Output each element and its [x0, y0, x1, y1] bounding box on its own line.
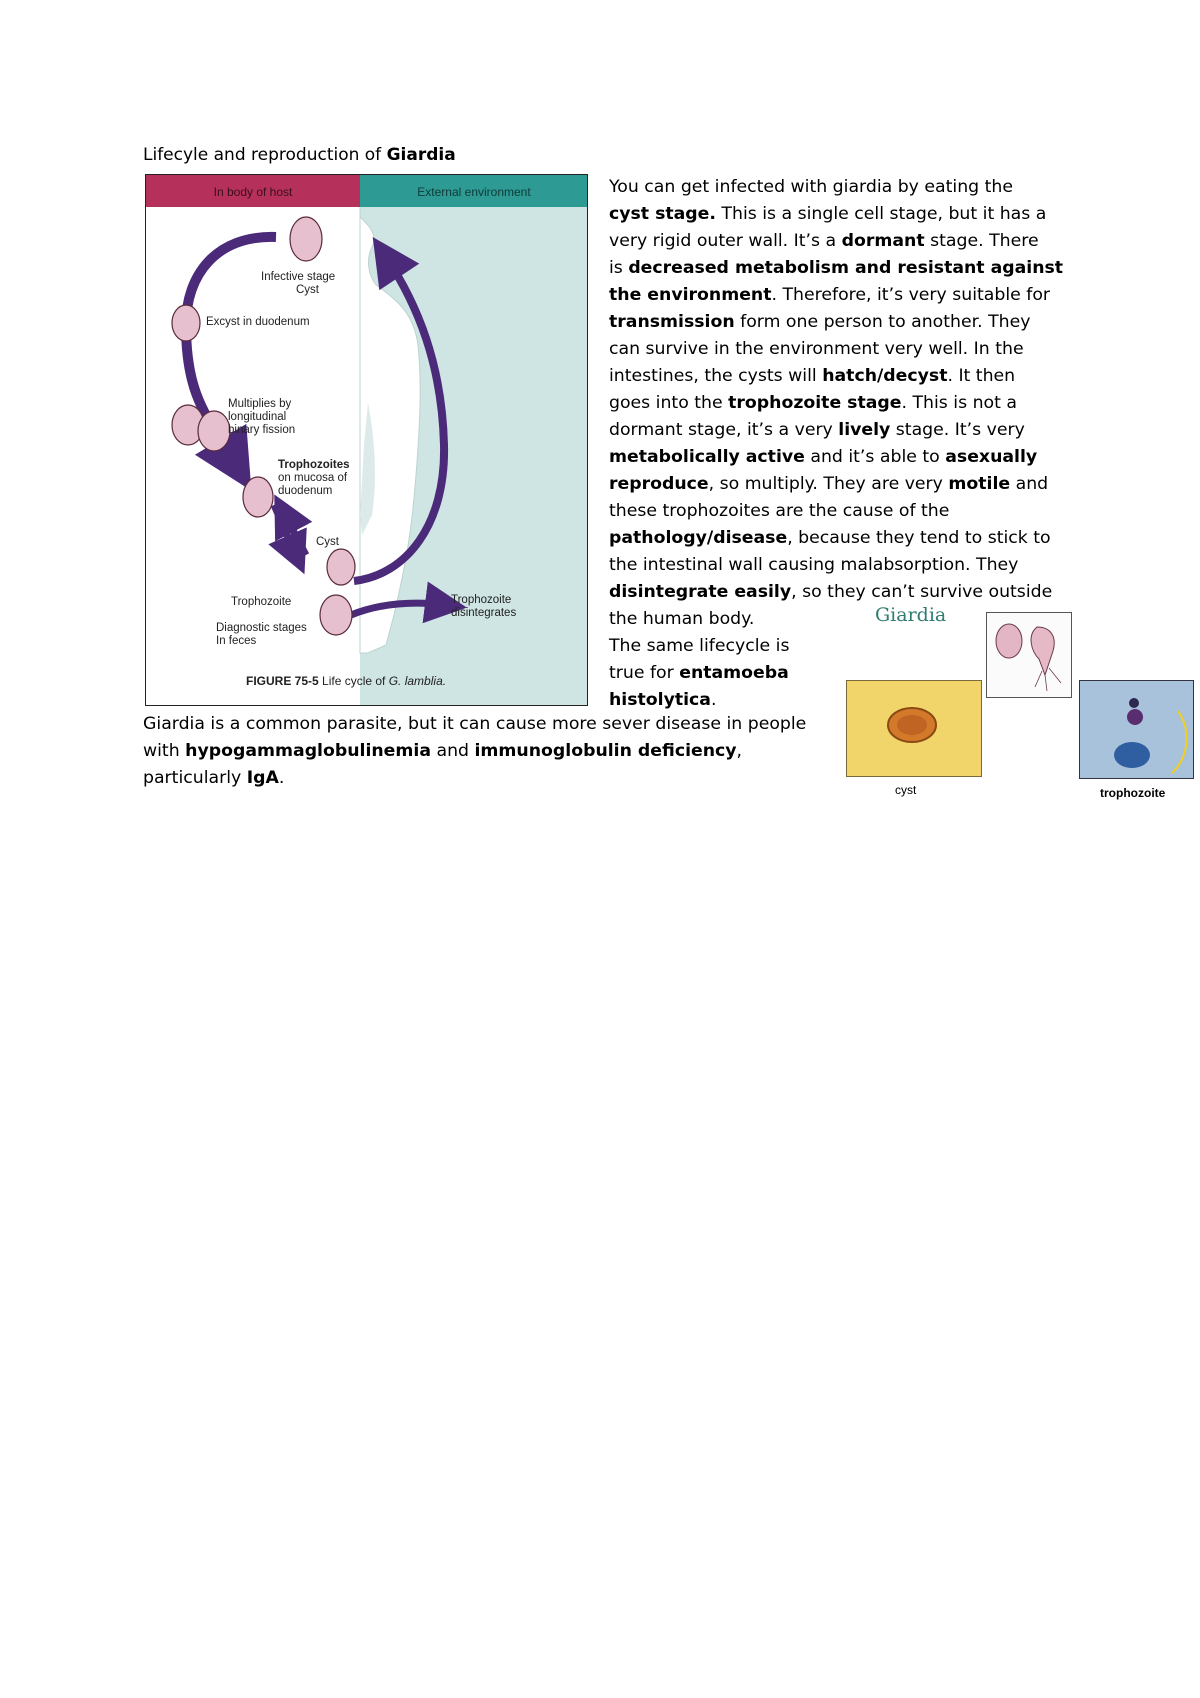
label-trophozoite: Trophozoite [231, 596, 292, 608]
paragraph-line: metabolically active and it’s able to asexually [609, 447, 1038, 467]
trophozoite-caption: trophozoite [1100, 786, 1166, 800]
paragraph-line: the intestinal wall causing malabsorption. They [609, 555, 1019, 575]
label-multiplies-2: longitudinal [228, 411, 287, 423]
trophozoite-organism-2 [320, 595, 352, 635]
paragraph-line: goes into the trophozoite stage. This is not a [609, 393, 1017, 413]
label-cyst: Cyst [296, 284, 319, 296]
giardia-sketch-image [986, 612, 1072, 698]
paragraph-line: transmission form one person to another. They [609, 312, 1031, 332]
label-disintegrates-1: Trophozoite [451, 594, 512, 606]
paragraph-line: intestines, the cysts will hatch/decyst. It then [609, 366, 1016, 386]
label-mucosa-1: on mucosa of [278, 472, 348, 484]
paragraph-line: cyst stage. This is a single cell stage, but it has a [609, 204, 1047, 224]
trophozoite-organism [243, 477, 273, 517]
label-diagnostic-1: Diagnostic stages [216, 622, 307, 634]
cyst-organism [290, 217, 322, 261]
bottom-line: with hypogammaglobulinemia and immunoglobulin deficiency, [143, 741, 743, 761]
paragraph-line: can survive in the environment very well. In the [609, 339, 1024, 359]
label-infective-stage: Infective stage [261, 271, 336, 283]
label-multiplies-1: Multiplies by [228, 398, 292, 410]
paragraph-line: dormant stage, it’s a very lively stage. It’s very [609, 420, 1025, 440]
label-excyst: Excyst in duodenum [206, 316, 310, 328]
lifecycle-figure [145, 174, 588, 706]
dividing-organism-2 [198, 411, 230, 451]
label-multiplies-3: binary fission [228, 424, 296, 436]
paragraph-line: The same lifecycle is [609, 636, 790, 656]
label-disintegrates-2: disintegrates [451, 607, 517, 619]
header-host-label: In body of host [213, 185, 293, 199]
header-external-label: External environment [417, 185, 531, 199]
paragraph-line: very rigid outer wall. It’s a dormant stage. There [609, 231, 1039, 251]
giardia-photo-heading: Giardia [875, 604, 947, 626]
excyst-organism [172, 305, 200, 341]
paragraph-line: the human body. [609, 609, 755, 629]
paragraph-line: disintegrate easily, so they can’t survive outside [609, 582, 1053, 602]
label-trophozoites: Trophozoites [278, 459, 350, 471]
cyst-organism-2 [327, 549, 355, 585]
cyst-caption: cyst [895, 783, 917, 797]
paragraph-line: these trophozoites are the cause of the [609, 501, 950, 521]
cyst-micrograph [846, 680, 982, 777]
paragraph-line: pathology/disease, because they tend to stick to [609, 528, 1051, 548]
paragraph-line: reproduce, so multiply. They are very motile and [609, 474, 1049, 494]
paragraph-line: true for entamoeba [609, 663, 789, 683]
figure-caption: FIGURE 75-5 Life cycle of G. lamblia. [246, 674, 447, 688]
paragraph-line: histolytica. [609, 690, 717, 710]
trophozoite-micrograph [1079, 680, 1194, 779]
bottom-line: particularly IgA. [143, 768, 285, 788]
lifecycle-diagram [146, 175, 587, 705]
label-cyst-2: Cyst [316, 536, 339, 548]
label-diagnostic-2: In feces [216, 635, 257, 647]
label-mucosa-2: duodenum [278, 485, 333, 497]
paragraph-line: the environment. Therefore, it’s very suitable for [609, 285, 1051, 305]
paragraph-line: is decreased metabolism and resistant against [609, 258, 1064, 278]
paragraph-line: You can get infected with giardia by eating the [609, 177, 1013, 197]
page-title: Lifecyle and reproduction of Giardia [143, 145, 456, 165]
bottom-line: Giardia is a common parasite, but it can cause more sever disease in people [143, 714, 807, 734]
